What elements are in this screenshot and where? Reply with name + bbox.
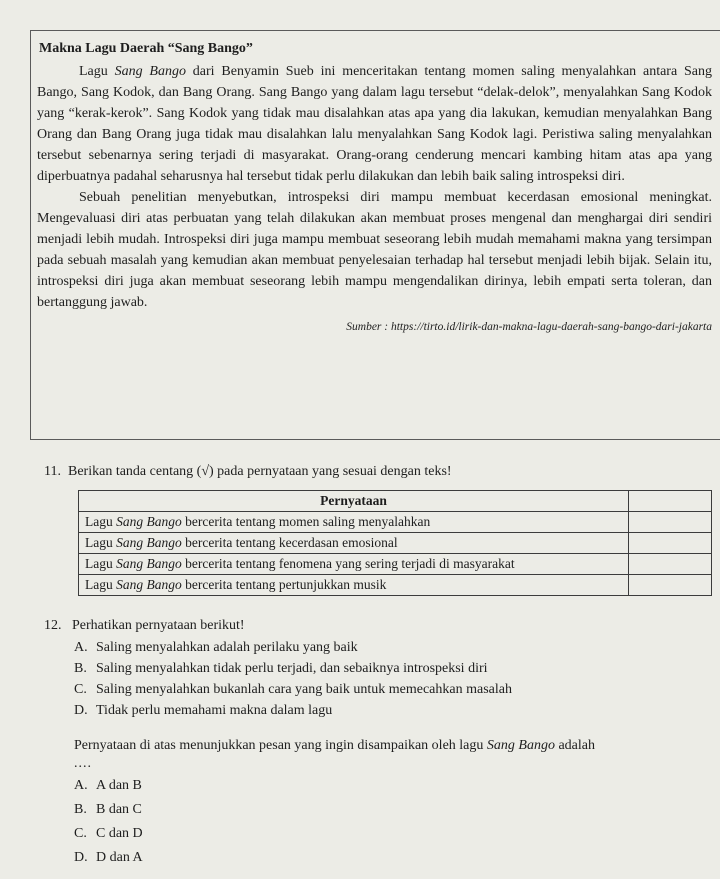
answer-options [74,778,143,874]
answer-dots: .... [74,756,92,771]
table-row [79,575,712,596]
statement-header: Pernyataan [79,491,629,512]
passage-source: Sumber : https://tirto.id/lirik-dan-makna-lagu-daerah-sang-bango-dari-jakarta [346,321,712,333]
answer-option-c[interactable]: C. C dan D [74,826,143,841]
question-12 [44,618,245,634]
question-11 [44,464,452,480]
statement-cell: Lagu Sang Bango bercerita tentang fenomena yang sering terjadi di masyarakat [79,554,629,575]
check-cell[interactable] [629,533,712,554]
check-cell[interactable] [629,554,712,575]
passage-title: Makna Lagu Daerah “Sang Bango” [39,41,253,56]
question-11-instruction: Berikan tanda centang (√) pada pernyataan yang sesuai dengan teks! [68,464,452,479]
p1-song-title: Sang Bango [114,64,186,79]
question-12-number: 12. [44,618,62,633]
table-row [79,512,712,533]
question-12-prompt: Pernyataan di atas menunjukkan pesan yang ingin disampaikan oleh lagu Sang Bango adalah [74,738,595,753]
table-row [79,554,712,575]
statement-cell: Lagu Sang Bango bercerita tentang kecerdasan emosional [79,533,629,554]
p1-body: dari Benyamin Sueb ini menceritakan tentang momen saling menyalahkan antara Sang Bango, Sang Kodok, dan Bang Orang. Sang Bango yang dalam lagu tersebut “delak-delok”, menyalahkan Sang Kodok yang “kerak-kerok”. Sang Kodok yang tidak mau disalahkan atas apa yang dia lakukan, kemudian menyalahkan Bang Orang dan Bang Orang juga tidak mau disalahkan lalu menyalahkan Sang Kodok lagi. Peristiwa saling menyalahkan tersebut sebenarnya sering terjadi di masyarakat. Orang-orang cenderung mencari kambing hitam atas apa yang diperbuatnya padahal seharusnya hal tersebut tidak perlu dilakukan dan lebih baik saling introspeksi diri. [37,64,713,184]
list-item: B. Saling menyalahkan tidak perlu terjadi, dan sebaiknya introspeksi diri [74,661,488,676]
question-12-intro: Perhatikan pernyataan berikut! [72,618,245,633]
check-cell[interactable] [629,575,712,596]
list-item: C. Saling menyalahkan bukanlah cara yang baik untuk memecahkan masalah [74,682,512,697]
passage-paragraph-2 [37,187,712,313]
table-row [79,533,712,554]
check-cell[interactable] [629,512,712,533]
p1-lead: Lagu [79,64,115,79]
statement-cell: Lagu Sang Bango bercerita tentang pertunjukkan musik [79,575,629,596]
statement-cell: Lagu Sang Bango bercerita tentang momen saling menyalahkan [79,512,629,533]
answer-option-a[interactable]: A. A dan B [74,778,142,793]
list-item: D. Tidak perlu memahami makna dalam lagu [74,703,333,718]
list-item: A. Saling menyalahkan adalah perilaku yang baik [74,640,358,655]
answer-option-d[interactable]: D. D dan A [74,850,143,865]
reading-passage-box [30,30,720,440]
p2-body: Sebuah penelitian menyebutkan, introspeksi diri mampu membuat kecerdasan emosional meningkat. Mengevaluasi diri atas perbuatan yang telah dilakukan akan membuat proses mengenal dan menghargai diri sendiri menjadi lebih mudah. Introspeksi diri juga mampu membuat seseorang lebih mudah memahami makna yang tersimpan pada sebuah masalah yang kemudian akan membuat penyelesaian terhadap hal tersebut menjadi lebih bijak. Selain itu, introspeksi diri juga akan membuat seseorang lebih mampu mengendalikan dirinya, lebih empati serta toleran, dan bertanggung jawab. [37,190,712,310]
passage-paragraph-1 [37,61,712,187]
answer-option-b[interactable]: B. B dan C [74,802,142,817]
check-header [629,491,712,512]
statement-list [74,640,512,724]
statement-table [78,490,712,596]
question-11-number: 11. [44,464,61,479]
